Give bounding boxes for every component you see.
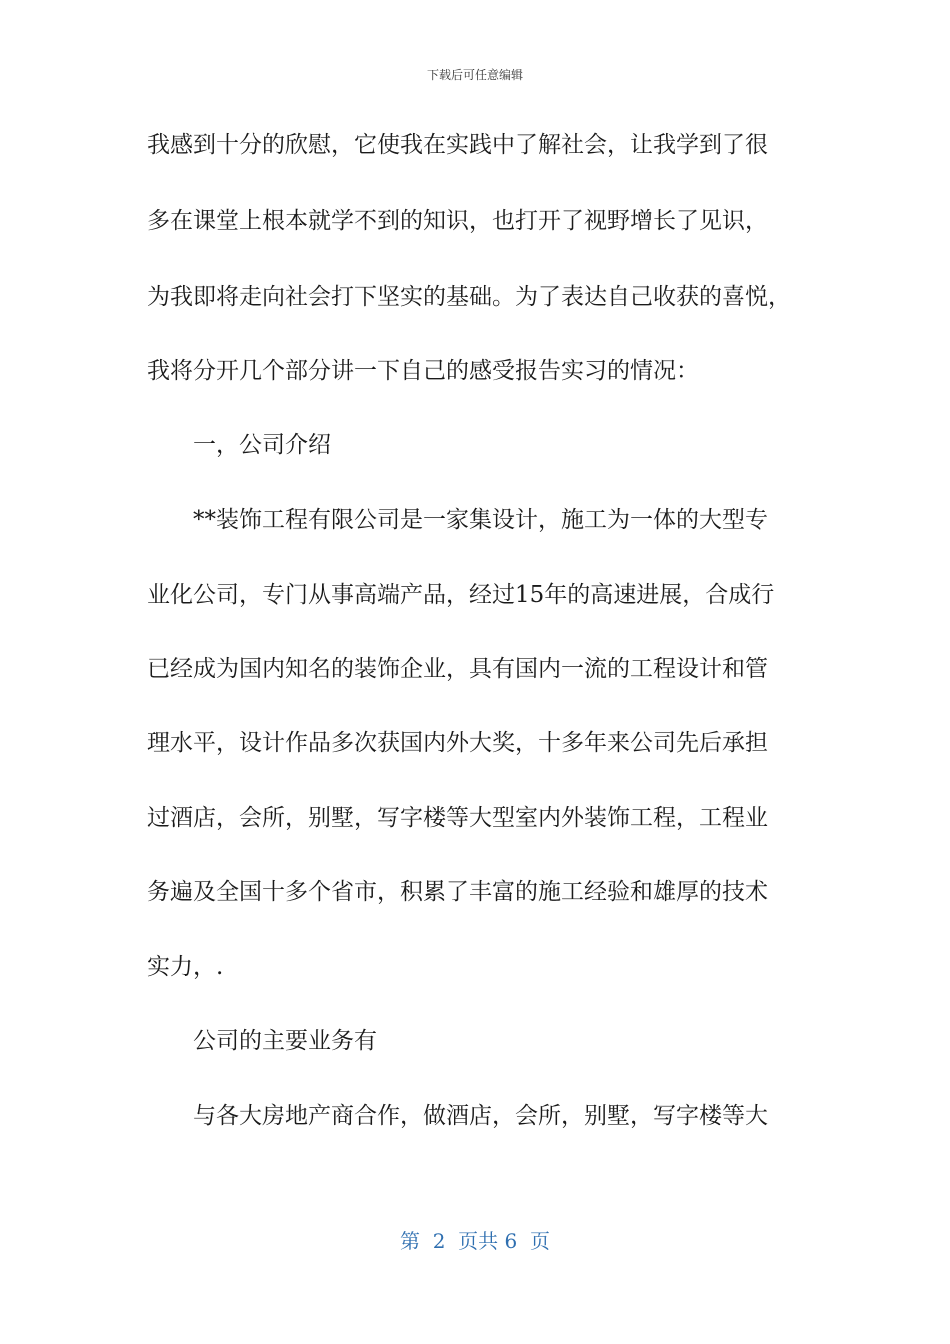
body-line: 我感到十分的欣慰，它使我在实践中了解社会，让我学到了很 <box>147 132 768 158</box>
body-line: 务遍及全国十多个省市，积累了丰富的施工经验和雄厚的技术 <box>147 879 768 905</box>
body-line: 业化公司，专门从事高端产品，经过15年的高速进展，合成行 <box>147 582 775 608</box>
body-line: 实力，. <box>147 954 224 980</box>
body-line: 公司的主要业务有 <box>193 1028 377 1054</box>
body-line: 与各大房地产商合作，做酒店，会所，别墅，写字楼等大 <box>193 1103 768 1129</box>
body-line: **装饰工程有限公司是一家集设计，施工为一体的大型专 <box>193 507 768 533</box>
body-line: 已经成为国内知名的装饰企业，具有国内一流的工程设计和管 <box>147 656 768 682</box>
page-number: 第 2 页共 6 页 <box>400 1229 550 1253</box>
body-line: 多在课堂上根本就学不到的知识，也打开了视野增长了见识， <box>147 208 768 234</box>
header-note: 下载后可任意编辑 <box>426 68 523 82</box>
body-line: 为我即将走向社会打下坚实的基础。为了表达自己收获的喜悦， <box>147 284 791 310</box>
body-line: 理水平，设计作品多次获国内外大奖，十多年来公司先后承担 <box>147 730 768 756</box>
body-line: 我将分开几个部分讲一下自己的感受报告实习的情况： <box>147 358 699 384</box>
body-line: 过酒店，会所，别墅，写字楼等大型室内外装饰工程，工程业 <box>147 805 768 831</box>
section-heading: 一，公司介绍 <box>193 432 331 458</box>
